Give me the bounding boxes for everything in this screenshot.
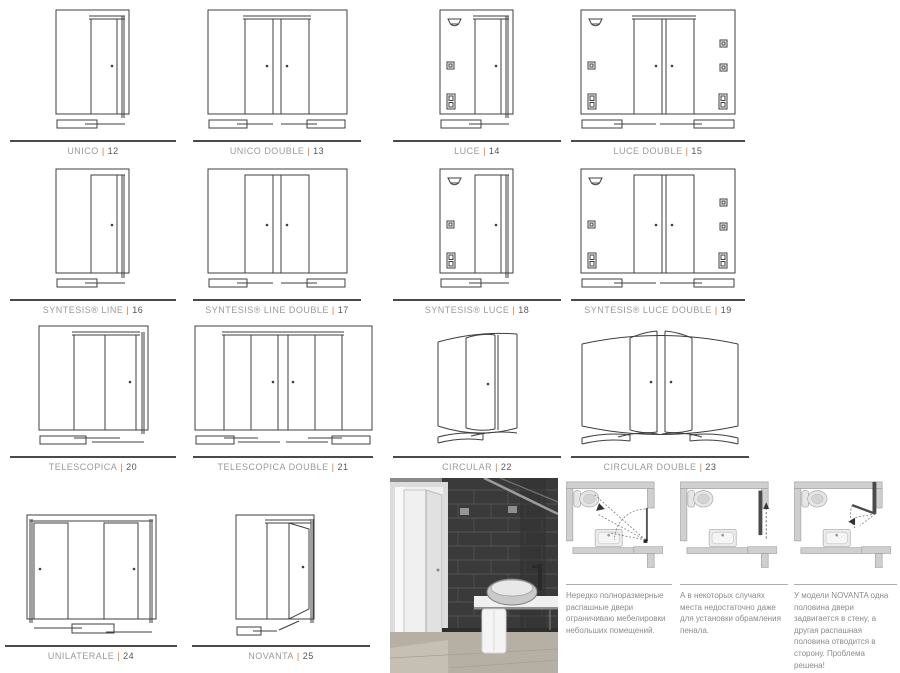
model-name: UNICO DOUBLE xyxy=(229,146,305,156)
label-separator: | xyxy=(495,462,498,472)
model-label xyxy=(193,142,361,156)
model-drawing-area xyxy=(10,318,176,456)
unilaterale-drawing xyxy=(26,511,157,641)
model-page-number: 16 xyxy=(132,305,144,315)
syntesis-luce-double-drawing xyxy=(580,165,736,295)
model-page-number: 25 xyxy=(302,651,314,661)
telescopica-double-drawing xyxy=(194,322,373,452)
model-drawing-area xyxy=(393,4,561,140)
label-separator: | xyxy=(685,146,689,156)
model-page-number: 20 xyxy=(126,462,138,472)
label-separator: | xyxy=(331,305,335,315)
model-label xyxy=(393,142,561,156)
model-cell-circular-double xyxy=(571,318,749,472)
note-rule xyxy=(680,584,788,585)
model-page-number: 24 xyxy=(123,651,135,661)
model-drawing-area xyxy=(192,505,370,645)
model-cell-syntesis-line-double xyxy=(193,163,361,315)
syntesis-luce-drawing xyxy=(439,165,515,295)
model-cell-syntesis-luce-double xyxy=(571,163,745,315)
diagram-novanta-solution xyxy=(794,479,891,568)
label-separator: | xyxy=(120,462,124,472)
model-drawing-area xyxy=(10,4,176,140)
label-separator: | xyxy=(483,146,486,156)
label-separator: | xyxy=(512,305,516,315)
unico-drawing xyxy=(55,6,131,136)
label-separator: | xyxy=(699,462,703,472)
model-drawing-area xyxy=(571,4,745,140)
model-name: CIRCULAR xyxy=(442,462,493,472)
label-separator: | xyxy=(296,651,300,661)
model-label xyxy=(193,301,361,315)
circular-double-drawing xyxy=(578,322,742,452)
syntesis-line-drawing xyxy=(55,165,131,295)
diagram-pocket-door xyxy=(680,479,777,568)
model-cell-unico xyxy=(10,4,176,156)
model-cell-syntesis-luce xyxy=(393,163,561,315)
telescopica-drawing xyxy=(38,322,149,452)
model-label xyxy=(393,301,561,315)
model-drawing-area xyxy=(193,318,373,456)
model-label xyxy=(10,301,176,315)
note-text: У модели NOVANTA одна половина двери задвигается в стену, а другая распашная половина отводится в сторону. Проблема решена! xyxy=(794,591,889,670)
novanta-drawing xyxy=(235,511,328,641)
novanta-plan-diagram xyxy=(794,479,891,568)
model-page-number: 12 xyxy=(107,146,119,156)
model-page-number: 19 xyxy=(720,305,732,315)
model-page-number: 22 xyxy=(500,462,512,472)
diagram-swing-door xyxy=(566,479,663,568)
note-text: А в некоторых случаях места недостаточно даже для установки обрамления пенала. xyxy=(680,591,781,635)
model-name: SYNTESIS® LINE DOUBLE xyxy=(205,305,329,315)
model-page-number: 23 xyxy=(705,462,717,472)
model-cell-telescopica-double xyxy=(193,318,373,472)
model-name: SYNTESIS® LUCE DOUBLE xyxy=(584,305,712,315)
model-name: CIRCULAR DOUBLE xyxy=(603,462,697,472)
label-separator: | xyxy=(117,651,121,661)
model-name: TELESCOPICA xyxy=(48,462,118,472)
model-name: UNILATERALE xyxy=(47,651,115,661)
model-label xyxy=(571,301,745,315)
model-label xyxy=(393,458,561,472)
syntesis-line-double-drawing xyxy=(207,165,348,295)
model-name: SYNTESIS® LUCE xyxy=(424,305,510,315)
model-page-number: 21 xyxy=(337,462,349,472)
model-label xyxy=(193,458,373,472)
model-drawing-area xyxy=(571,163,745,299)
model-label xyxy=(571,458,749,472)
model-name: UNICO xyxy=(67,146,99,156)
label-separator: | xyxy=(307,146,311,156)
model-label xyxy=(10,142,176,156)
model-cell-unilaterale xyxy=(5,505,177,661)
model-cell-novanta xyxy=(192,505,370,661)
note-novanta xyxy=(794,584,897,671)
luce-drawing xyxy=(439,6,515,136)
model-page-number: 15 xyxy=(691,146,703,156)
pocket-door-plan-diagram xyxy=(680,479,777,568)
model-drawing-area xyxy=(193,163,361,299)
model-name: LUCE DOUBLE xyxy=(613,146,683,156)
model-label xyxy=(192,647,370,661)
label-separator: | xyxy=(714,305,718,315)
note-rule xyxy=(794,584,897,585)
model-cell-syntesis-line xyxy=(10,163,176,315)
circular-drawing xyxy=(433,322,522,452)
model-cell-luce-double xyxy=(571,4,745,156)
luce-double-drawing xyxy=(580,6,736,136)
model-drawing-area xyxy=(10,163,176,299)
model-page-number: 13 xyxy=(313,146,325,156)
model-cell-luce xyxy=(393,4,561,156)
label-separator: | xyxy=(101,146,105,156)
note-rule xyxy=(566,584,672,585)
bathroom-photo-graphic xyxy=(390,478,558,673)
model-drawing-area xyxy=(393,163,561,299)
note-swing-doors xyxy=(566,584,672,636)
model-label xyxy=(5,647,177,661)
model-cell-circular xyxy=(393,318,561,472)
model-label xyxy=(571,142,745,156)
unico-double-drawing xyxy=(207,6,348,136)
model-name: SYNTESIS® LINE xyxy=(42,305,124,315)
model-page-number: 17 xyxy=(337,305,349,315)
model-page-number: 18 xyxy=(518,305,530,315)
model-page-number: 14 xyxy=(488,146,500,156)
swing-door-plan-diagram xyxy=(566,479,663,568)
model-name: NOVANTA xyxy=(248,651,294,661)
note-text: Нередко полноразмерные распашные двери ограничиваю мебелировки небольших помещений. xyxy=(566,591,666,635)
model-cell-telescopica xyxy=(10,318,176,472)
note-pocket-doors xyxy=(680,584,788,636)
model-drawing-area xyxy=(393,318,561,456)
label-separator: | xyxy=(126,305,130,315)
novanta-bathroom-photo xyxy=(390,478,558,673)
model-name: LUCE xyxy=(454,146,481,156)
model-drawing-area xyxy=(571,318,749,456)
model-drawing-area xyxy=(5,505,177,645)
model-cell-unico-double xyxy=(193,4,361,156)
model-name: TELESCOPICA DOUBLE xyxy=(217,462,329,472)
model-label xyxy=(10,458,176,472)
model-drawing-area xyxy=(193,4,361,140)
label-separator: | xyxy=(331,462,335,472)
